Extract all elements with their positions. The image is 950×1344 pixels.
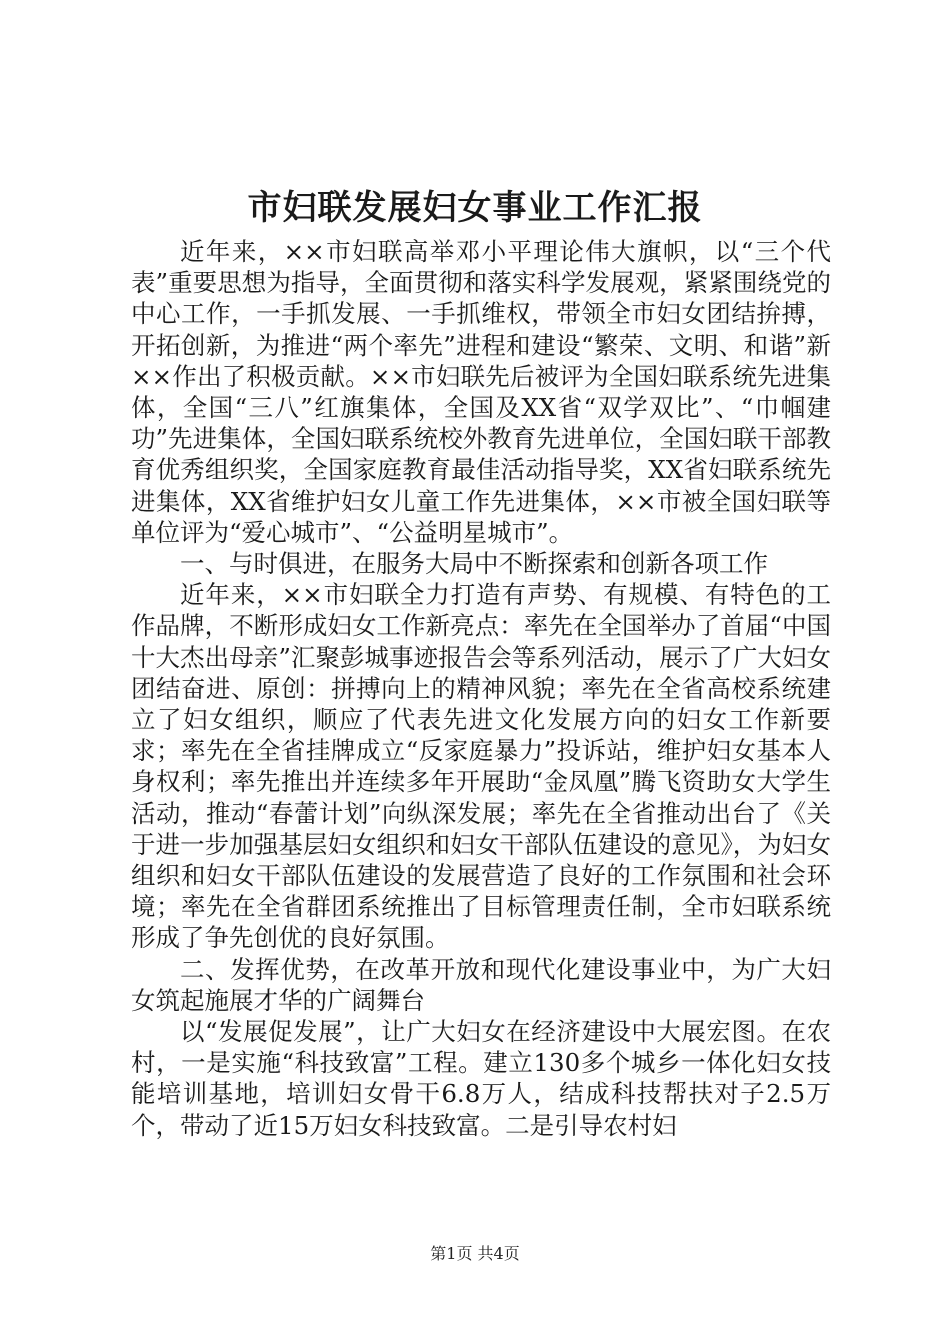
section-heading-1: 一、与时俱进，在服务大局中不断探索和创新各项工作	[180, 549, 768, 579]
paragraph-section-2: 以“发展促发展”，让广大妇女在经济建设中大展宏图。在农村，一是实施“科技致富”工程。建立130多个城乡一体化妇女技能培训基地，培训妇女骨干6.8万人，结成科技帮扶对子2.5万个，带动了近15万妇女科技致富。二是引导农村妇	[131, 1017, 831, 1140]
page-number-footer: 第1页 共4页	[430, 1244, 520, 1263]
paragraph-section-1: 近年来，××市妇联全力打造有声势、有规模、有特色的工作品牌，不断形成妇女工作新亮点：率先在全国举办了首届“中国十大杰出母亲”汇聚彭城事迹报告会等系列活动，展示了广大妇女团结奋进、原创：拼搏向上的精神风貌；率先在全省高校系统建立了妇女组织，顺应了代表先进文化发展方向的妇女工作新要求；率先在全省挂牌成立“反家庭暴力”投诉站，维护妇女基本人身权利；率先推出并连续多年开展助“金凤凰”腾飞资助女大学生活动，推动“春蕾计划”向纵深发展；率先在全省推动出台了《关于进一步加强基层妇女组织和妇女干部队伍建设的意见》，为妇女组织和妇女干部队伍建设的发展营造了良好的工作氛围和社会环境；率先在全省群团系统推出了目标管理责任制，全市妇联系统形成了争先创优的良好氛围。	[131, 580, 831, 953]
paragraph-intro: 近年来，××市妇联高举邓小平理论伟大旗帜，以“三个代表”重要思想为指导，全面贯彻和落实科学发展观，紧紧围绕党的中心工作，一手抓发展、一手抓维权，带领全市妇女团结拚搏，开拓创新，为推进“两个率先”进程和建设“繁荣、文明、和谐”新××作出了积极贡献。××市妇联先后被评为全国妇联系统先进集体，全国“三八”红旗集体，全国及XX省“双学双比”、“巾帼建功”先进集体，全国妇联系统校外教育先进单位，全国妇联干部教育优秀组织奖，全国家庭教育最佳活动指导奖，XX省妇联系统先进集体，XX省维护妇女儿童工作先进集体，××市被全国妇联等单位评为“爱心城市”、“公益明星城市”。	[131, 237, 831, 547]
document-title: 市妇联发展妇女事业工作汇报	[247, 188, 703, 228]
section-heading-2: 二、发挥优势，在改革开放和现代化建设事业中，为广大妇女筑起施展才华的广阔舞台	[131, 954, 831, 1015]
document-body	[131, 236, 831, 1141]
